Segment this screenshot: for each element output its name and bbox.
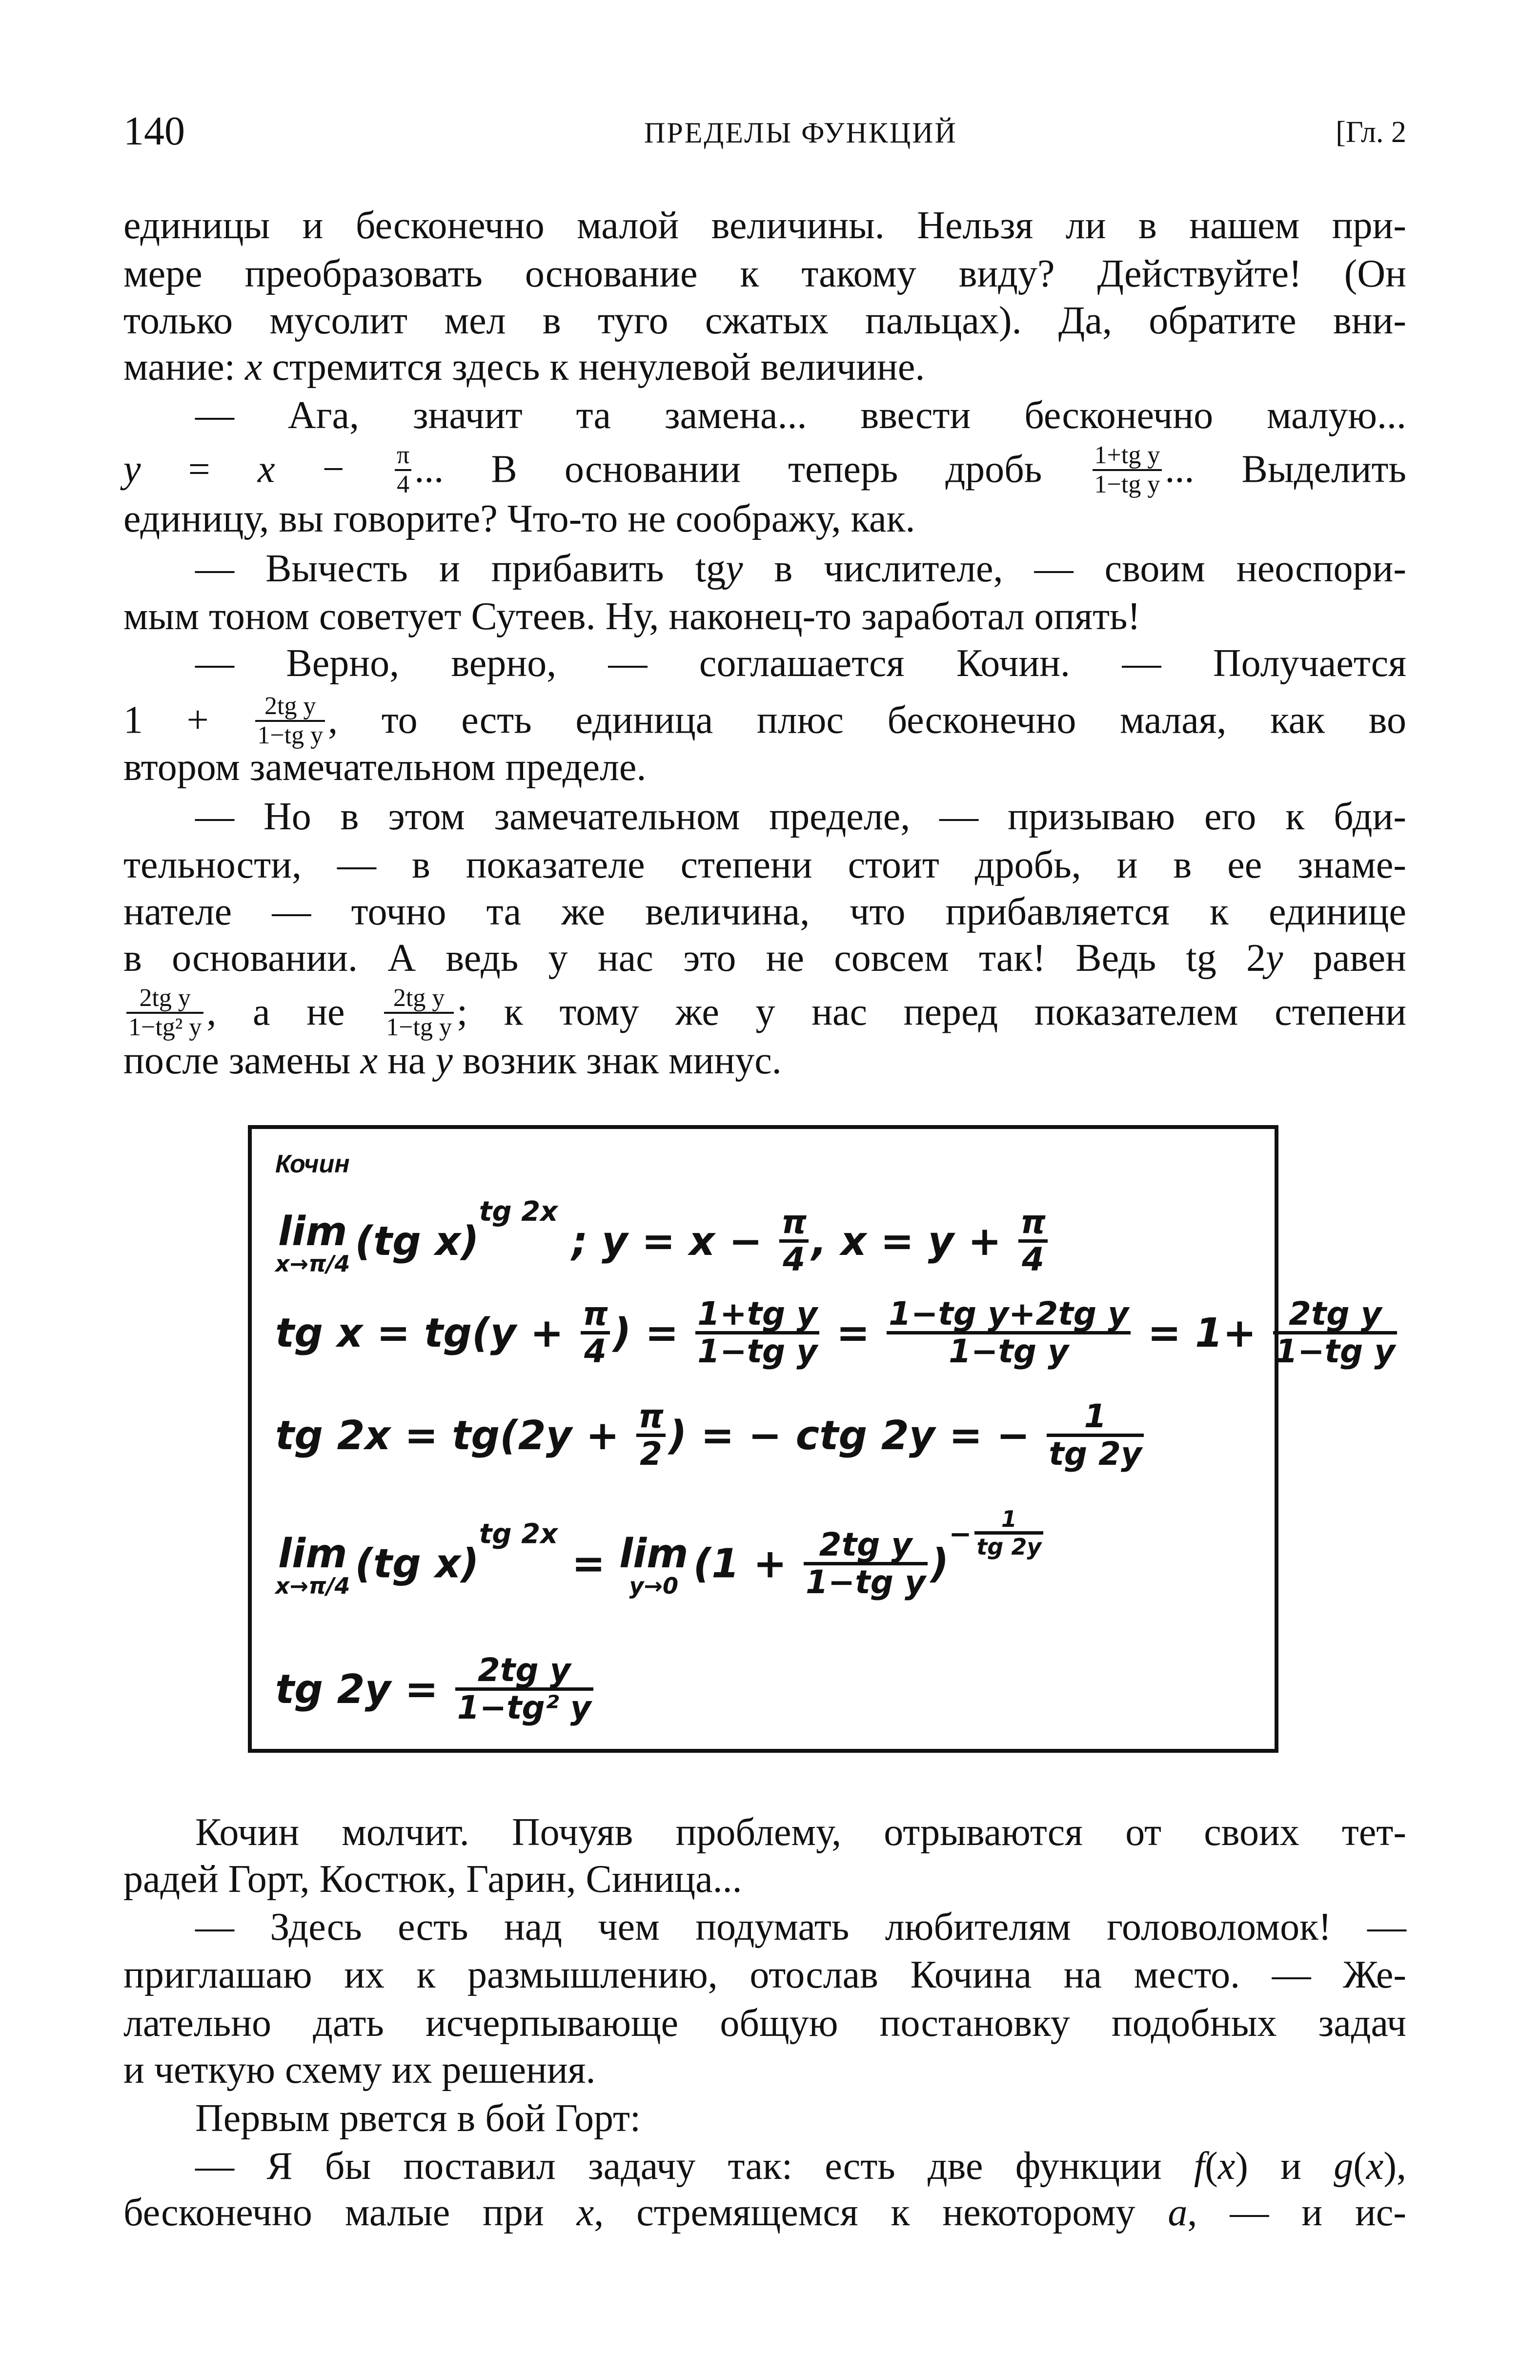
text-run: 1 + — [123, 698, 253, 742]
text-line — [123, 344, 1406, 391]
text-run: нателе — точно та же величина, что прибавляется к единице — [123, 890, 1406, 933]
text-run: tg 2x = tg(2y + — [275, 1412, 633, 1459]
lim-word: lim — [278, 1208, 347, 1255]
text-run: приглашаю их к размышлению, отослав Кочина на место. — Же- — [123, 1953, 1406, 1996]
text-run: ; y = x − — [558, 1218, 776, 1265]
text-run: Первым рвется в бой Горт: — [195, 2097, 641, 2140]
denominator: tg 2y — [976, 1534, 1042, 1560]
text-run: на — [378, 1039, 436, 1082]
board-formula-row — [275, 1295, 1400, 1372]
text-run: — Верно, верно, — соглашается Кочин. — Получается — [195, 642, 1406, 685]
text-run: − — [275, 448, 392, 491]
lim-subscript: x→π/4 — [275, 1573, 350, 1600]
text-line — [123, 744, 1406, 791]
text-line — [123, 888, 1406, 936]
numerator: 2tg y — [1273, 1297, 1397, 1334]
text-line — [123, 1951, 1406, 1999]
numerator: π — [779, 1205, 809, 1243]
text-run: — Ага, значит та замена... ввести бесконечно малую... — [195, 394, 1406, 437]
text-run: тельности, — в показателе степени стоит дробь, и в ее знаме- — [123, 843, 1406, 886]
text-run: ) и — [1235, 2145, 1334, 2188]
text-run: (tg x) — [355, 1540, 479, 1587]
board-formula-row — [275, 1188, 1051, 1280]
text-run: после замены — [123, 1039, 361, 1082]
exponent-fraction — [974, 1507, 1043, 1559]
fraction — [395, 442, 411, 498]
fraction — [779, 1205, 809, 1277]
exponent: tg 2x — [479, 1518, 558, 1550]
text-run: ( — [1205, 2145, 1218, 2188]
text-line — [123, 2000, 1406, 2047]
fraction — [1273, 1297, 1397, 1369]
math-variable: x — [244, 346, 263, 389]
text-run: (tg x) — [355, 1218, 479, 1265]
numerator: 1−tg y+2tg y — [887, 1297, 1131, 1334]
text-run: в числителе, — своим неоспори- — [743, 547, 1406, 590]
numerator: 1+tg y — [695, 1297, 819, 1334]
denominator: 4 — [783, 1241, 806, 1279]
math-variable: x — [257, 448, 275, 491]
page-number: 140 — [123, 108, 185, 154]
text-run: tg 2y = — [275, 1666, 452, 1713]
denominator: 1−tg y — [257, 721, 324, 749]
text-run: единицу, вы говорите? Что-то не соображу, как. — [123, 497, 915, 540]
text-line — [195, 2143, 1406, 2190]
exponent-sign: − — [949, 1518, 972, 1550]
denominator: 1−tg y — [386, 1013, 452, 1041]
board-formula-row — [275, 1506, 1046, 1602]
numerator: 2tg y — [255, 693, 325, 722]
text-run: мере преобразовать основание к такому виду? Действуйте! (Он — [123, 252, 1406, 295]
numerator: 1 — [974, 1507, 1043, 1535]
text-line — [123, 935, 1406, 982]
math-variable: y — [435, 1039, 453, 1082]
chapter-label: [Гл. 2 — [1336, 116, 1406, 149]
text-line — [195, 545, 1406, 593]
text-line — [123, 297, 1406, 345]
text-line — [123, 841, 1406, 889]
numerator: π — [395, 442, 411, 471]
fraction — [126, 985, 203, 1041]
text-run: — Вычесть и прибавить tg — [195, 547, 726, 590]
text-line — [123, 2047, 1406, 2094]
numerator: 2tg y — [455, 1653, 593, 1691]
text-run: Кочин молчит. Почуяв проблему, отрываются от своих тет- — [195, 1811, 1406, 1854]
fraction — [1093, 442, 1162, 498]
text-run: = 1+ — [1134, 1310, 1271, 1356]
text-line — [195, 2095, 1406, 2142]
text-run: возник знак минус. — [452, 1039, 782, 1082]
text-run: в основании. А ведь у нас это не совсем так! Ведь tg 2 — [123, 937, 1266, 980]
text-run: ) = − ctg 2y = − — [669, 1412, 1044, 1459]
text-line — [195, 1809, 1406, 1856]
lim-word: lim — [278, 1531, 347, 1578]
text-run: , x = y + — [811, 1218, 1015, 1265]
text-run: ... В основании теперь дробь — [414, 448, 1090, 491]
blackboard-figure — [248, 1125, 1396, 1753]
math-variable: g — [1334, 2145, 1354, 2188]
text-run: радей Горт, Костюк, Гарин, Синица... — [123, 1858, 742, 1901]
math-variable: y — [725, 547, 743, 590]
text-run: и четкую схему их решения. — [123, 2049, 596, 2092]
text-line — [123, 2189, 1406, 2236]
denominator: 4 — [1022, 1241, 1044, 1279]
exponent — [949, 1506, 1047, 1560]
denominator: 4 — [584, 1333, 607, 1370]
board-formula-row — [275, 1397, 1147, 1474]
text-run: ), — [1383, 2145, 1406, 2188]
denominator: 2 — [640, 1435, 662, 1473]
math-variable: y — [123, 448, 141, 491]
text-run: = — [558, 1540, 619, 1587]
numerator: π — [636, 1399, 666, 1437]
text-run: = — [141, 448, 258, 491]
lim-subscript: x→π/4 — [275, 1250, 350, 1277]
fraction — [581, 1297, 610, 1369]
text-run: — Здесь есть над чем подумать любителям головоломок! — — [195, 1906, 1406, 1949]
fraction — [1047, 1399, 1144, 1471]
text-line — [123, 495, 1406, 543]
math-variable: a — [1168, 2191, 1188, 2234]
text-run: — Я бы поставил задачу так: есть две функции — [195, 2145, 1194, 2188]
limit-operator — [275, 1531, 350, 1600]
text-line — [195, 1904, 1406, 1951]
text-run: , то есть единица плюс бесконечно малая, как во — [328, 698, 1406, 742]
math-variable: x — [1217, 2145, 1236, 2188]
text-run: мым тоном советует Сутеев. Ну, наконец-то заработал опять! — [123, 595, 1141, 638]
denominator: 1−tg y — [1094, 471, 1160, 498]
math-variable: x — [1366, 2145, 1384, 2188]
text-run: , стремящемся к некоторому — [594, 2191, 1168, 2234]
text-line — [123, 1037, 1406, 1085]
text-run: , — и ис- — [1187, 2191, 1407, 2234]
lim-subscript: y→0 — [629, 1573, 679, 1600]
text-run: — Но в этом замечательном пределе, — призываю его к бди- — [195, 795, 1406, 838]
math-variable: f — [1194, 2145, 1205, 2188]
denominator: 1−tg y — [1275, 1333, 1396, 1370]
text-line — [195, 392, 1406, 439]
denominator: tg 2y — [1049, 1435, 1142, 1473]
text-run: , а не — [206, 990, 382, 1034]
text-line — [123, 1856, 1406, 1903]
fraction — [384, 985, 454, 1041]
text-run: только мусолит мел в туго сжатых пальцах). Да, обратите вни- — [123, 299, 1406, 342]
numerator: 1 — [1047, 1399, 1144, 1437]
denominator: 4 — [397, 471, 410, 498]
denominator: 1−tg² y — [457, 1689, 591, 1726]
text-line — [123, 250, 1406, 298]
text-run: (1 + — [693, 1540, 801, 1587]
text-line — [195, 793, 1406, 841]
text-line — [123, 692, 1406, 749]
text-run: ; к тому же у нас перед показателем степени — [457, 990, 1407, 1034]
text-line — [123, 441, 1406, 498]
running-title: ПРЕДЕЛЫ ФУНКЦИЙ — [644, 117, 957, 149]
numerator: π — [581, 1297, 610, 1334]
text-run: лательно дать исчерпывающе общую постановку подобных задач — [123, 2002, 1406, 2045]
fraction — [887, 1297, 1131, 1369]
numerator: 2tg y — [126, 985, 203, 1014]
text-run: ) = — [612, 1310, 693, 1356]
denominator: 1−tg y — [697, 1333, 818, 1370]
limit-operator — [275, 1208, 350, 1277]
text-line — [123, 984, 1407, 1041]
text-run: tg x = tg(y + — [275, 1310, 578, 1356]
text-line — [123, 202, 1406, 249]
math-variable: x — [576, 2191, 594, 2234]
board-author-label: Кочин — [275, 1150, 350, 1178]
numerator: 2tg y — [384, 985, 454, 1014]
text-line — [123, 593, 1406, 640]
math-variable: x — [360, 1039, 378, 1082]
text-run: втором замечательном пределе. — [123, 746, 647, 789]
text-run: единицы и бесконечно малой величины. Нельзя ли в нашем при- — [123, 204, 1406, 247]
text-run: = — [822, 1310, 884, 1356]
limit-operator — [619, 1531, 689, 1600]
fraction — [636, 1399, 666, 1471]
text-run: мание: — [123, 346, 245, 389]
numerator: π — [1018, 1205, 1048, 1243]
text-run: стремится здесь к ненулевой величине. — [262, 346, 925, 389]
exponent: tg 2x — [479, 1196, 558, 1228]
fraction — [695, 1297, 819, 1369]
denominator: 1−tg y — [805, 1563, 926, 1601]
fraction — [1018, 1205, 1048, 1277]
text-run: ) — [931, 1540, 949, 1587]
denominator: 1−tg y — [949, 1333, 1069, 1370]
numerator: 1+tg y — [1093, 442, 1162, 471]
text-run: бесконечно малые при — [123, 2191, 577, 2234]
lim-word: lim — [619, 1531, 689, 1578]
text-run: ( — [1353, 2145, 1366, 2188]
math-variable: y — [1266, 937, 1283, 980]
text-line — [195, 640, 1406, 687]
numerator: 2tg y — [804, 1528, 928, 1565]
fraction — [804, 1525, 928, 1601]
fraction — [455, 1653, 593, 1725]
text-run: равен — [1283, 937, 1406, 980]
fraction — [255, 693, 325, 749]
board-formula-row — [275, 1651, 596, 1728]
text-run: ... Выделить — [1165, 448, 1406, 491]
denominator: 1−tg² y — [128, 1013, 202, 1041]
